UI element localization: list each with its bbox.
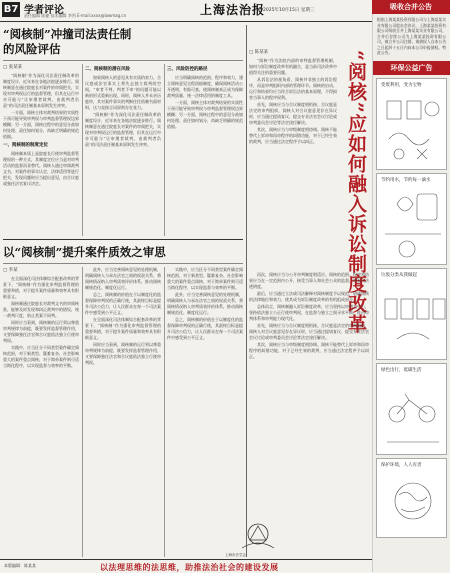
- article1-title-line1: “阅核制”冲撞司法责任制: [3, 27, 132, 41]
- article3-column-1: [249, 58, 337, 268]
- cartoon-panel: [376, 78, 447, 170]
- article3-paragraph: 再次，阅核应当与公开审判制度相适应。阅核的范围、程序和结果应当在一定范围内公开，接受当事人和社会公众的监督，增强司法透明度。: [249, 272, 369, 289]
- recycling-illustration: [377, 79, 447, 170]
- water-saving-illustration: [377, 174, 447, 265]
- merger-notice-text: 根据上海某某投资有限公司与上海某某实业有限公司股东会决议，上海某某投资有限公司吸收合并上海某某实业有限公司，合并后存续公司为上海某某投资有限公司，被合并公司注销。请债权人自本公告之日起四十五日内向本公司申报债权。特此公告。: [377, 17, 446, 55]
- column-divider: [164, 267, 165, 557]
- ad-section-title: 环保公益广告: [373, 61, 450, 75]
- article1-paragraph: “阅核制”作为深化司法责任制改革的制度设计，近年来在各地法院逐步推行。阅核制意在通过院庭长对案件的审阅把关，实现对审判权运行的监督管理，但其在运行中亦可能与“让审理者裁判、由裁判者负责”的司法责任制基本原则发生冲突。: [3, 73, 79, 108]
- article3-byline: □ 陈某某: [249, 50, 269, 55]
- divider: [3, 60, 243, 61]
- sidebar-top-title: 吸收合并公告: [372, 0, 450, 14]
- article2-paragraph: 总之，阅核制的价值在于以制度化的监督保障审判权的正确行使，其最终目标是提升司法公信力，让人民群众在每一个司法案件中感受到公平正义。: [85, 292, 161, 315]
- column-divider: [82, 64, 83, 236]
- article1-paragraph: 一方面，阅核主体对裁判结果的实质性干预可能导致审判权与审判监督管理权边界模糊；另一方面，阅核过程中的意见分歧如何处理、责任如何划分，尚缺乏明确的规范依据。: [167, 100, 243, 129]
- cartoon-panel: [376, 268, 447, 360]
- article1-paragraph: 阅核制本质上是院庭长行使审判监督管理权的一种方式，其制度定位应当是对审判活动的监督而非替代。阅核人通过审阅裁判文书，对案件的事实认定、法律适用等进行把关，发现问题时应当提出意见，由合议庭或独任法官复议决定。: [3, 151, 79, 186]
- column-divider: [164, 64, 165, 236]
- article1-subhead: 一、阅核制的制度定位: [3, 143, 48, 148]
- article3-paragraph: 其次，阅核应当与审级制度相协调。阅核不能替代上诉审和再审程序的纠错功能，对于已经生效的裁判，应当通过法定程序予以纠正。: [249, 342, 369, 359]
- cartoon-caption: 绿色出行，低碳生活: [381, 367, 422, 373]
- article2-paragraph: 此外，应当完善阅核意见的处理机制，明确阅核人与承办法官之间的权责关系，将阅核情况纳入审判质效评价体系，推动阅核制规范化、制度化运行。: [85, 267, 161, 290]
- article2-paragraph: 阅核制通过院庭长对裁判文书的审阅核准，能够及时发现和纠正裁判中的错误，统一裁判尺度，防止类案不同判。: [3, 301, 79, 318]
- article1-subhead: 二、阅核制的潜在风险: [85, 67, 130, 72]
- cartoon-caption: 保护环境，人人有责: [381, 462, 422, 468]
- article2-paragraph: 在全面深化司法体制综合配套改革的背景下，“阅核制”作为强化审判监督管理的重要举措，对于提升案件质量和效率具有积极意义。: [3, 276, 79, 299]
- article2-column-3: [167, 267, 243, 517]
- article1-paragraph: 如果阅核人的意见具有实质约束力，合议庭或法官事实上将失去独立裁判的空间，“审者不判、判者不审”的问题可能以新的形式重新出现。同时，阅核人并未亲历庭审，其对案件事实的判断往往依赖书面材料，这与直接言词原则存在张力。: [85, 75, 161, 110]
- cartoon-panel: [376, 363, 447, 455]
- article1-byline: □ 张某某: [3, 65, 23, 70]
- article2-paragraph: 同时应当看到，阅核制的运行须以尊重审判规律为前提，既要发挥监督管理作用，又要保障独任法官和合议庭依法独立行使审判权。: [85, 342, 161, 365]
- article2-paragraph: 同时应当看到，阅核制的运行须以尊重审判规律为前提，既要发挥监督管理作用，又要保障独任法官和合议庭依法独立行使审判权。: [3, 320, 79, 343]
- article2-column-1: [3, 267, 79, 557]
- article1-paragraph: “阅核制”作为深化司法责任制改革的制度设计，近年来在各地法院逐步推行。阅核制意在通过院庭长对案件的审阅把关，实现对审判权运行的监督管理，但其在运行中亦可能与“让审理者裁判、由裁判者负责”的司法责任制基本原则发生冲突。: [85, 112, 161, 147]
- article3-paragraph: 其次，阅核应当与审级制度相协调。阅核不能替代上诉审和再审程序的纠错功能，对于已经生效的裁判，应当通过法定程序予以纠正。: [249, 127, 337, 144]
- article3-column-2: [249, 272, 369, 517]
- footer-slogan: 以法理思维的法思维，助推法治社会的建设发展: [100, 563, 279, 572]
- issue-date: 2025年10月15日 星期三: [263, 8, 315, 13]
- section-divider: [3, 239, 243, 240]
- newspaper-masthead: 上海法治报: [200, 3, 266, 17]
- article2-column-2: [85, 267, 161, 557]
- article2-title: 以“阅核制”提升案件质效之审思: [3, 245, 166, 259]
- article3-paragraph: 最后，应当通过立法或司法解释对阅核制度予以规范，明确阅核的法律地位和效力，使其成为诉讼制度改革的有机组成部分。: [249, 291, 369, 302]
- article3-paragraph: 从诉讼法的视角看，阅核并非独立的诉讼程序，而是审判组织内部的管理环节。阅核的启动、运行和结果均应当符合诉讼法的基本原理，不得损害当事人的程序权利。: [249, 77, 337, 100]
- divider: [3, 263, 243, 264]
- article1-column-2: [85, 64, 161, 236]
- article2-paragraph: 实践中，应当区分不同类型案件确定阅核范围，对于新类型、疑难复杂、社会影响重大的案件重点阅核，对于简单案件则可适当简化程序，以实现监督与效率的平衡。: [167, 267, 243, 290]
- article-divider: [246, 25, 247, 557]
- trash-sorting-illustration: [377, 269, 447, 360]
- section-name: 学者评论: [24, 5, 64, 16]
- cartoon-panel: [376, 458, 447, 538]
- article2-paragraph: 实践中，应当区分不同类型案件确定阅核范围，对于新类型、疑难复杂、社会影响重大的案件重点阅核，对于简单案件则可适当简化程序，以实现监督与效率的平衡。: [3, 345, 79, 368]
- shanghai-law-society-emblem: [232, 520, 284, 556]
- emblem-label: 上海市法学会: [225, 553, 246, 557]
- article3-title: “阅核”应如何融入诉讼制度改革: [345, 50, 367, 334]
- article3-paragraph: 首先，阅核应当与合议制度相衔接。合议庭是法定的审判组织，阅核人对合议庭意见存在异议时，应当通过提请复议、提交专业法官会议讨论或审判委员会讨论等法定途径解决。: [249, 102, 337, 125]
- cartoon-caption: 节约用水，节约每一滴水: [381, 177, 431, 183]
- article3-paragraph: 总体而言，阅核制融入诉讼制度改革，应当坚持以审判为中心，坚持依法独立公正行使审判权，在监督与独立之间寻求平衡，推动审判体系和审判能力现代化。: [249, 304, 369, 321]
- right-sidebar: [372, 14, 450, 572]
- cartoon-panel: [376, 173, 447, 265]
- cartoon-caption: 变废利用，变为宝物: [381, 82, 422, 88]
- column-divider: [82, 267, 83, 557]
- article2-paragraph: 总之，阅核制的价值在于以制度化的监督保障审判权的正确行使，其最终目标是提升司法公信力，让人民群众在每一个司法案件中感受到公平正义。: [167, 317, 243, 340]
- article3-paragraph: “阅核”作为法院内部的审判监督管理机制，如何与诉讼制度改革有机融合，是当前司法改革中值得关注的重要问题。: [249, 58, 337, 75]
- article2-byline: □ 李某: [3, 268, 18, 273]
- page-footer: [0, 559, 372, 572]
- article1-subhead: 三、风险防控的路径: [167, 67, 208, 72]
- article1-column-1: [3, 64, 79, 236]
- article1-paragraph: 一方面，阅核主体对裁判结果的实质性干预可能导致审判权与审判监督管理权边界模糊；另一方面，阅核过程中的意见分歧如何处理、责任如何划分，尚缺乏明确的规范依据。: [3, 110, 79, 139]
- editor-credits: 责任编辑 陈捷 技术编辑 李剑 E-mail:xxxx@lawmag.cn: [24, 13, 127, 18]
- cartoon-caption: 垃圾分类从我做起: [381, 272, 417, 278]
- article2-paragraph: 此外，应当完善阅核意见的处理机制，明确阅核人与承办法官之间的权责关系，将阅核情况纳入审判质效评价体系，推动阅核制规范化、制度化运行。: [167, 292, 243, 315]
- green-travel-illustration: [377, 364, 447, 455]
- earth-protection-illustration: [377, 459, 447, 538]
- article1-paragraph: 应当明确阅核的范围、程序和效力，建立阅核意见全程留痕制度，确保阅核活动公开透明、有据可查，使阅核制真正成为保障裁判质量、统一法律适用的制度工具。: [167, 75, 243, 98]
- article2-paragraph: 在全面深化司法体制综合配套改革的背景下，“阅核制”作为强化审判监督管理的重要举措，对于提升案件质量和效率具有积极意义。: [85, 317, 161, 340]
- article1-title: [3, 27, 243, 57]
- page-number: B7: [3, 4, 19, 15]
- article1-column-3: [167, 64, 243, 236]
- article3-paragraph: 首先，阅核应当与合议制度相衔接。合议庭是法定的审判组织，阅核人对合议庭意见存在异议时，应当通过提请复议、提交专业法官会议讨论或审判委员会讨论等法定途径解决。: [249, 323, 369, 340]
- footer-editor-note: 本版编辑：陈某某: [4, 563, 36, 568]
- article1-title-line2: 的风险评估: [3, 42, 61, 56]
